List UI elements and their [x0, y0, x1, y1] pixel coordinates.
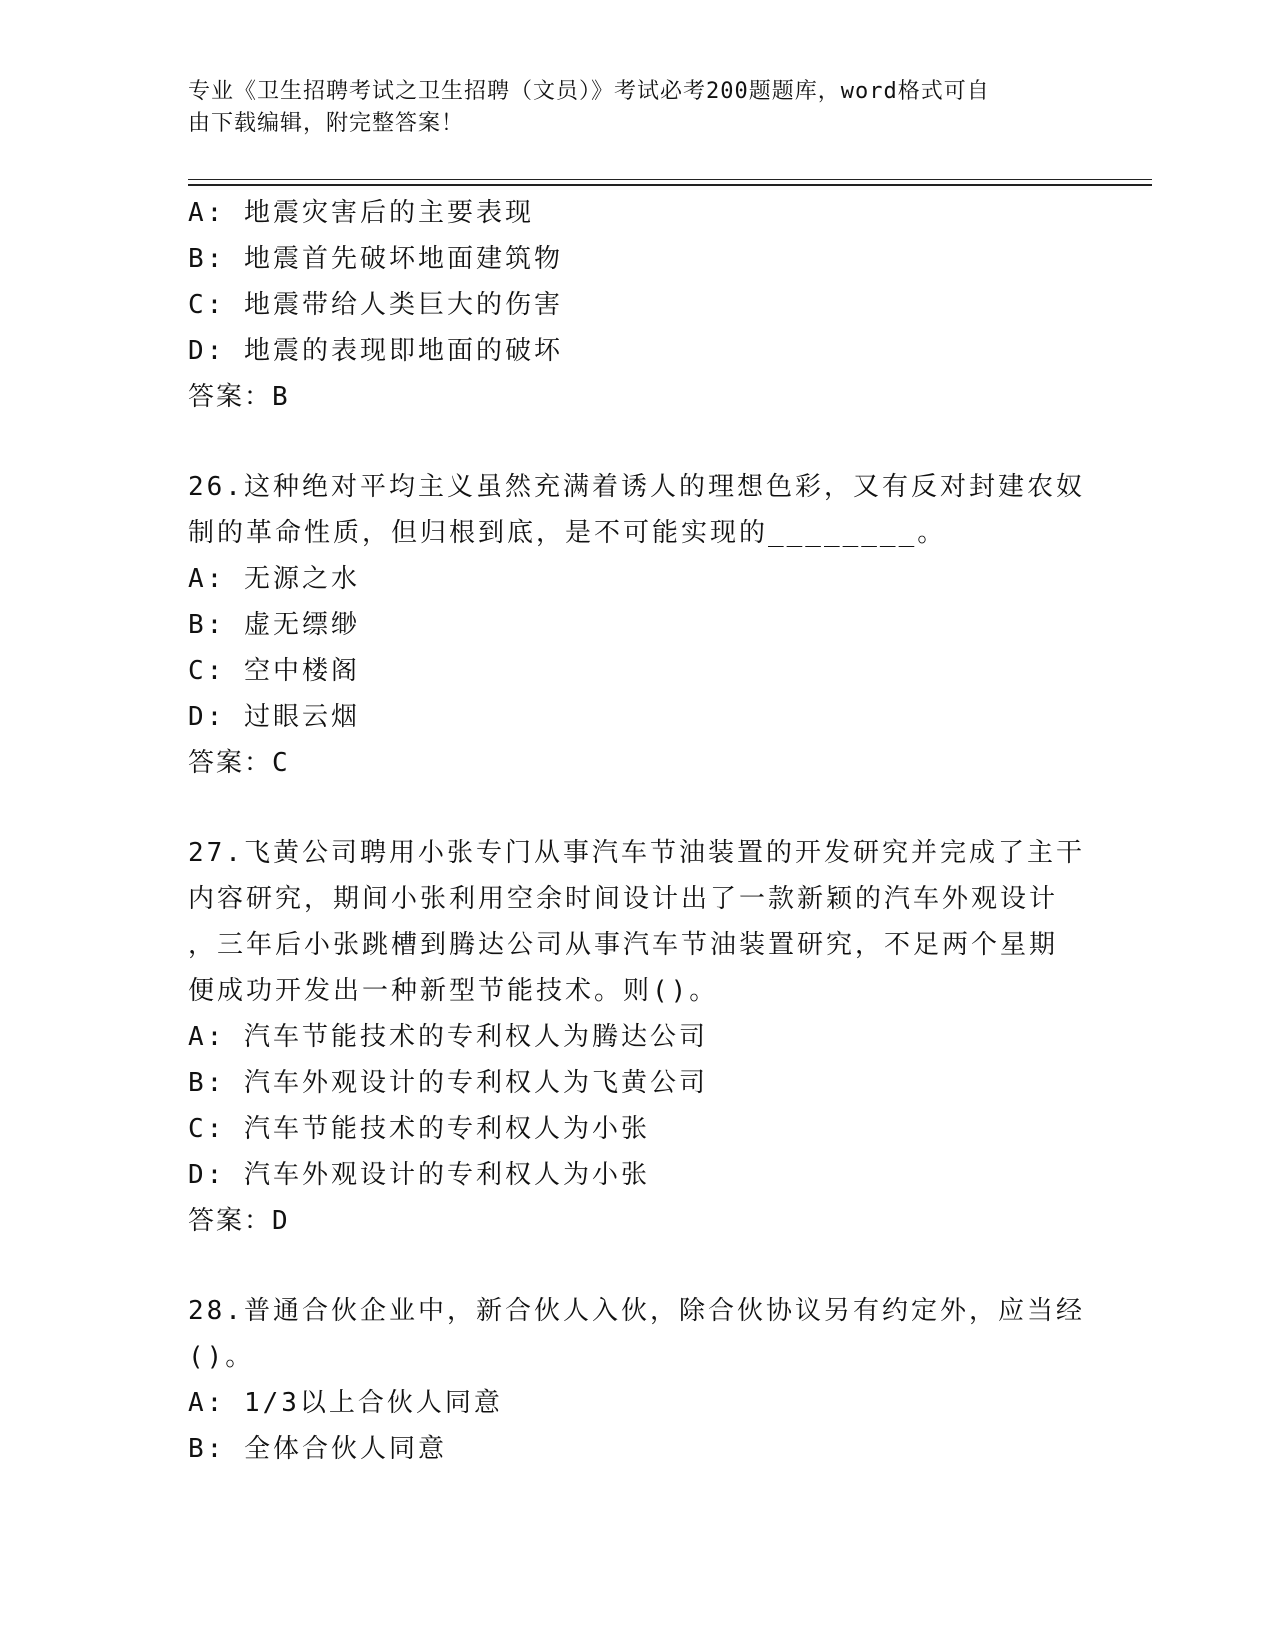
question-list: [188, 190, 1088, 1472]
question-text-line: 26.这种绝对平均主义虽然充满着诱人的理想色彩，又有反对封建农奴: [188, 472, 1085, 502]
option-b: B: 汽车外观设计的专利权人为飞黄公司: [188, 1068, 708, 1098]
question-text-line: 便成功开发出一种新型节能技术。则()。: [188, 976, 719, 1006]
question-text-line: 27.飞黄公司聘用小张专门从事汽车节油装置的开发研究并完成了主干: [188, 838, 1085, 868]
header-divider-thick: [188, 184, 1152, 186]
option-b: B: 地震首先破坏地面建筑物: [188, 244, 563, 274]
question-27: [188, 830, 1088, 1244]
option-c: C: 汽车节能技术的专利权人为小张: [188, 1114, 650, 1144]
question-text-line: ()。: [188, 1342, 255, 1372]
option-a: A: 汽车节能技术的专利权人为腾达公司: [188, 1022, 708, 1052]
header-divider-thin: [188, 179, 1152, 180]
option-b: B: 全体合伙人同意: [188, 1434, 447, 1464]
header-line-1: 专业《卫生招聘考试之卫生招聘（文员）》考试必考200题题库，word格式可自: [188, 79, 990, 104]
option-c: C: 地震带给人类巨大的伤害: [188, 290, 563, 320]
option-a: A: 无源之水: [188, 564, 360, 594]
option-a: A: 1/3以上合伙人同意: [188, 1388, 503, 1418]
question-text-line: 28.普通合伙企业中，新合伙人入伙，除合伙协议另有约定外，应当经: [188, 1296, 1085, 1326]
option-d: D: 汽车外观设计的专利权人为小张: [188, 1160, 650, 1190]
document-header: [188, 76, 1088, 140]
header-line-2: 由下载编辑，附完整答案！: [188, 111, 465, 136]
option-b: B: 虚无缥缈: [188, 610, 360, 640]
option-d: D: 过眼云烟: [188, 702, 360, 732]
question-28: [188, 1288, 1088, 1472]
question-25: [188, 190, 1088, 420]
answer: 答案：D: [188, 1206, 290, 1236]
answer: 答案：B: [188, 382, 290, 412]
option-a: A: 地震灾害后的主要表现: [188, 198, 534, 228]
question-26: [188, 464, 1088, 786]
option-d: D: 地震的表现即地面的破坏: [188, 336, 563, 366]
question-text-line: 内容研究，期间小张利用空余时间设计出了一款新颖的汽车外观设计: [188, 884, 1059, 914]
question-text-line: 制的革命性质，但归根到底，是不可能实现的________。: [188, 518, 947, 548]
option-c: C: 空中楼阁: [188, 656, 360, 686]
answer: 答案：C: [188, 748, 290, 778]
question-text-line: ，三年后小张跳槽到腾达公司从事汽车节油装置研究，不足两个星期: [188, 930, 1059, 960]
